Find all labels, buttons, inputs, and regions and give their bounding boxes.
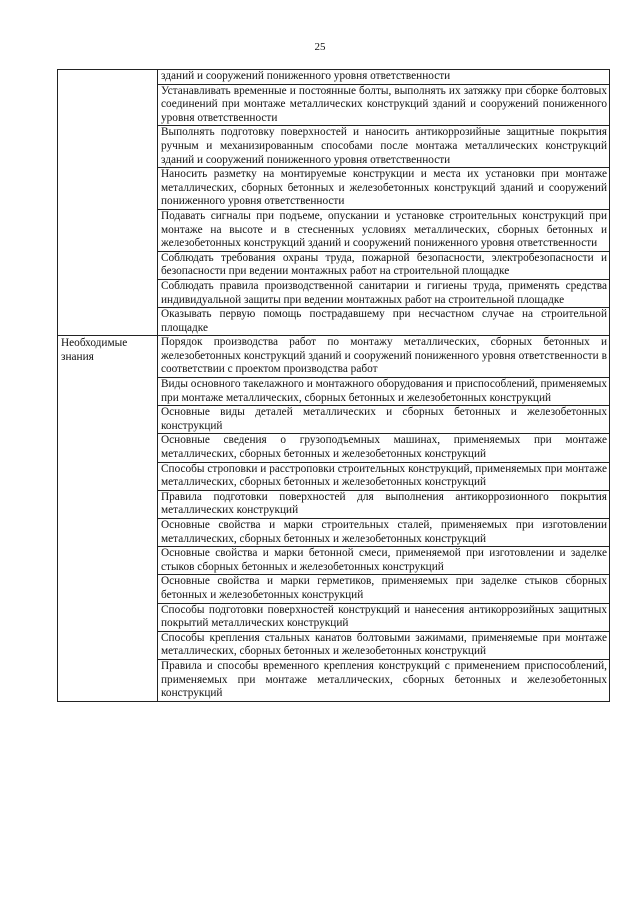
requirement-item: Способы крепления стальных канатов болтовыми зажимами, применяемые при монтаже металлических, сборных бетонных и железобетонных конструкций (158, 631, 610, 659)
section-label (61, 70, 155, 71)
requirement-item: Основные свойства и марки бетонной смеси, применяемой при изготовлении и заделке стыков сборных бетонных и железобетонных конструкций (158, 547, 610, 575)
page-number: 25 (314, 41, 326, 53)
requirement-item: Правила подготовки поверхностей для выполнения антикоррозионного покрытия металлических конструкций (158, 490, 610, 518)
requirement-item: Соблюдать правила производственной санитарии и гигиены труда, применять средства индивидуальной защиты при ведении монтажных работ на строительной площадке (158, 279, 610, 307)
requirement-item: Наносить разметку на монтируемые конструкции и места их установки при монтаже металлических, сборных бетонных и железобетонных конструкций зданий и сооружений пониженного уровня ответственности (158, 168, 610, 210)
requirement-item: Порядок производства работ по монтажу металлических, сборных бетонных и железобетонных конструкций зданий и сооружений пониженного уровня ответственности в соответствии с проектом производства работ (158, 336, 610, 378)
requirement-item: зданий и сооружений пониженного уровня ответственности (158, 70, 610, 85)
requirement-item: Основные свойства и марки строительных сталей, применяемых при изготовлении металлических, сборных бетонных и железобетонных конструкций (158, 519, 610, 547)
requirement-item: Виды основного такелажного и монтажного оборудования и приспособлений, применяемых при монтаже металлических, сборных бетонных и железобетонных конструкций (158, 378, 610, 406)
table-row (58, 70, 610, 85)
requirement-item: Выполнять подготовку поверхностей и наносить антикоррозийные защитные покрытия ручным и механизированным способами после монтажа металлических конструкций зданий и сооружений пониженного уровня ответственности (158, 126, 610, 168)
requirement-item: Устанавливать временные и постоянные болты, выполнять их затяжку при сборке болтовых соединений при монтаже металлических конструкций зданий и сооружений пониженного уровня ответственности (158, 84, 610, 126)
requirement-item: Основные сведения о грузоподъемных машинах, применяемых при монтаже металлических, сборных бетонных и железобетонных конструкций (158, 434, 610, 462)
requirement-item: Правила и способы временного крепления конструкций с применением приспособлений, применяемых при монтаже металлических, сборных бетонных и железобетонных конструкций (158, 659, 610, 701)
requirement-item: Соблюдать требования охраны труда, пожарной безопасности, электробезопасности и безопасности при ведении монтажных работ на строительной площадке (158, 251, 610, 279)
section-label-cell (58, 70, 158, 336)
section-label-cell (58, 336, 158, 701)
requirements-table (57, 69, 610, 702)
section-label: Необходимые знания (61, 337, 128, 363)
requirement-item: Основные свойства и марки герметиков, применяемых при заделке стыков сборных бетонных и железобетонных конструкций (158, 575, 610, 603)
requirement-item: Подавать сигналы при подъеме, опускании и установке строительных конструкций при монтаже на высоте и в стесненных условиях металлических, сборных бетонных и железобетонных конструкций зданий и сооружений пониженного уровня ответственности (158, 209, 610, 251)
requirement-item: Оказывать первую помощь пострадавшему при несчастном случае на строительной площадке (158, 308, 610, 336)
table-row (58, 336, 610, 378)
requirement-item: Способы строповки и расстроповки строительных конструкций, применяемых при монтаже металлических, сборных бетонных и железобетонных конструкций (158, 462, 610, 490)
requirement-item: Основные виды деталей металлических и сборных бетонных и железобетонных конструкций (158, 406, 610, 434)
requirement-item: Способы подготовки поверхностей конструкций и нанесения антикоррозийных защитных покрытий металлических конструкций (158, 603, 610, 631)
table-body (58, 70, 610, 702)
